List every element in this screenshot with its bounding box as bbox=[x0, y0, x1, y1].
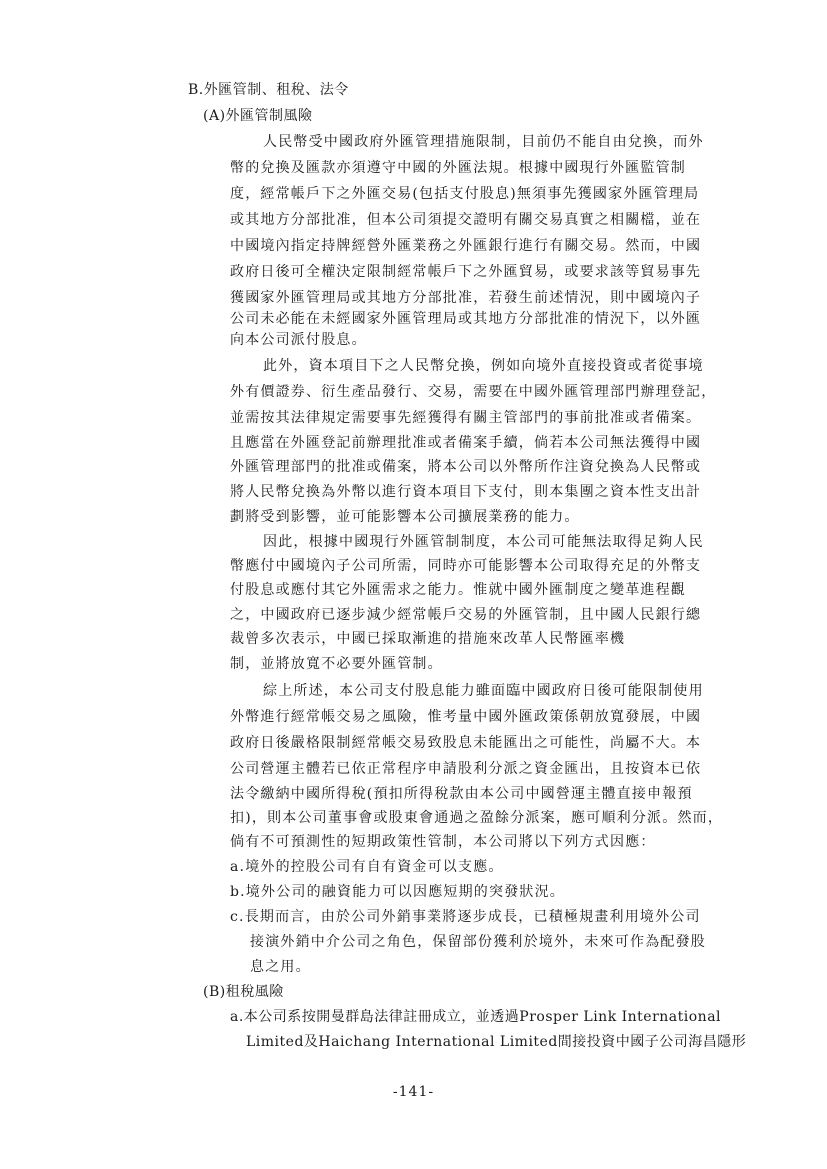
para4-line: 扣)，則本公司董事會或股東會通過之盈餘分派案，應可順利分派。然而， bbox=[230, 810, 724, 826]
para1-line: 幣的兌換及匯款亦須遵守中國的外匯法規。根據中國現行外匯監管制 bbox=[230, 160, 686, 176]
para3-line: 幣應付中國境內子公司所需，同時亦可能影響本公司取得充足的外幣支 bbox=[230, 558, 702, 574]
para2-line: 外匯管理部門的批准或備案，將本公司以外幣所作注資兌換為人民幣或 bbox=[230, 459, 702, 475]
list-item-continuation: Limited及Haichang International Limited間接投資中國子公司海昌隱形 bbox=[246, 1034, 747, 1050]
para4-line: 綜上所述，本公司支付股息能力雖面臨中國政府日後可能限制使用 bbox=[263, 683, 704, 699]
para3-line: 裁曾多次表示，中國已採取漸進的措施來改革人民幣匯率機 bbox=[230, 631, 626, 647]
section-title: B.外匯管制、租稅、法令 bbox=[188, 82, 349, 98]
list-item: c.長期而言，由於公司外銷事業將逐步成長，已積極規畫利用境外公司 bbox=[230, 909, 701, 925]
para1-line: 中國境內指定持牌經營外匯業務之外匯銀行進行有關交易。然而，中國 bbox=[230, 238, 702, 254]
para4-line: 外幣進行經常帳交易之風險，惟考量中國外匯政策係朝放寬發展，中國 bbox=[230, 709, 702, 725]
para3-line: 付股息或應付其它外匯需求之能力。惟就中國外匯制度之變革進程觀 bbox=[230, 582, 686, 598]
para3-line: 制，並將放寬不必要外匯管制。 bbox=[230, 656, 443, 672]
para4-line: 政府日後嚴格限制經常帳交易致股息未能匯出之可能性，尚屬不大。本 bbox=[230, 735, 702, 751]
para3-line: 因此，根據中國現行外匯管制制度，本公司可能無法取得足夠人民 bbox=[263, 534, 704, 550]
para2-line: 將人民幣兌換為外幣以進行資本項目下支付，則本集團之資本性支出計 bbox=[230, 484, 702, 500]
para4-line: 法令繳納中國所得稅(預扣所得稅款由本公司中國營運主體直接申報預 bbox=[230, 786, 693, 802]
para1-line: 向本公司派付股息。 bbox=[230, 332, 367, 348]
para2-line: 此外，資本項目下之人民幣兌換，例如向境外直接投資或者從事境 bbox=[263, 358, 704, 374]
para1-line: 公司未必能在未經國家外匯管理局或其地方分部批准的情況下，以外匯 bbox=[230, 311, 702, 327]
list-item: b.境外公司的融資能力可以因應短期的突發狀況。 bbox=[230, 884, 566, 900]
list-item-continuation: 息之用。 bbox=[250, 959, 311, 975]
para1-line: 政府日後可全權決定限制經常帳戶下之外匯貿易，或要求該等貿易事先 bbox=[230, 264, 702, 280]
para2-line: 外有價證券、衍生產品發行、交易，需要在中國外匯管理部門辦理登記， bbox=[230, 384, 717, 400]
para4-line: 公司營運主體若已依正常程序申請股利分派之資金匯出，且按資本已依 bbox=[230, 761, 702, 777]
subsection-a-title: (A)外匯管制風險 bbox=[203, 108, 313, 124]
list-item: a.境外的控股公司有自有資金可以支應。 bbox=[230, 859, 504, 875]
para3-line: 之，中國政府已逐步減少經常帳戶交易的外匯管制，且中國人民銀行總 bbox=[230, 607, 702, 623]
page-number: -141- bbox=[392, 1084, 435, 1100]
para1-line: 人民幣受中國政府外匯管理措施限制，目前仍不能自由兌換，而外 bbox=[263, 134, 704, 150]
subsection-b-title: (B)租稅風險 bbox=[203, 984, 284, 1000]
para1-line: 或其地方分部批准，但本公司須提交證明有關交易真實之相關檔，並在 bbox=[230, 212, 702, 228]
para2-line: 且應當在外匯登記前辦理批准或者備案手續，倘若本公司無法獲得中國 bbox=[230, 435, 702, 451]
para1-line: 度，經常帳戶下之外匯交易(包括支付股息)無須事先獲國家外匯管理局 bbox=[230, 186, 700, 202]
para4-line: 倘有不可預測性的短期政策性管制，本公司將以下列方式因應： bbox=[230, 834, 656, 850]
para1-line: 獲國家外匯管理局或其地方分部批准，若發生前述情況，則中國境內子 bbox=[230, 290, 702, 306]
list-item: a.本公司系按開曼群島法律註冊成立，並透過Prosper Link International bbox=[230, 1009, 722, 1025]
list-item-continuation: 接演外銷中介公司之角色，保留部份獲利於境外，未來可作為配發股 bbox=[250, 934, 706, 950]
para2-line: 劃將受到影響，並可能影響本公司擴展業務的能力。 bbox=[230, 509, 580, 525]
para2-line: 並需按其法律規定需要事先經獲得有關主管部門的事前批准或者備案。 bbox=[230, 410, 702, 426]
